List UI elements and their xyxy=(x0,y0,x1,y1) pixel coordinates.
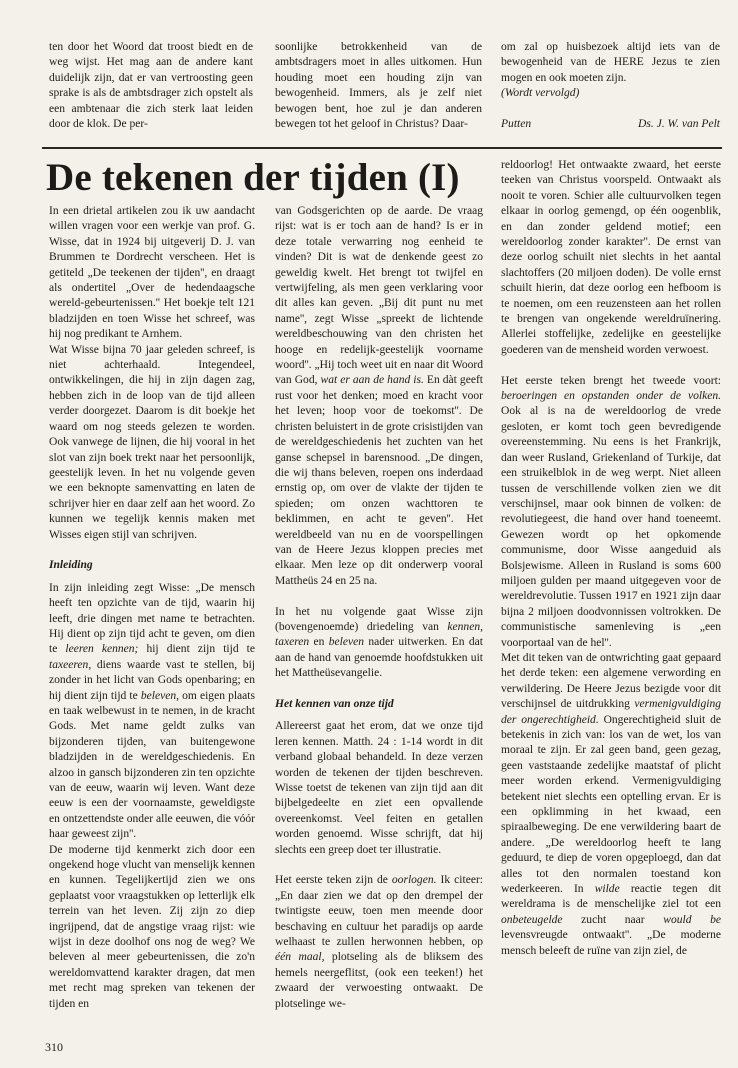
paragraph: Wat Wisse bijna 70 jaar geleden schreef, is niet achterhaald. Integendeel, ontwikkelingen, die hij in zijn dagen zag, hebben zich in de loop van de tijd alleen verder doorgezet. Daarom is dit boekje het waard om nog steeds gelezen te worden. Ook vanwege de lijnen, die hij vooral in het slot van zijn boek trekt naar het persoonlijk, geestelijk leven. In het nu volgende geven we een beknopte samenvatting en laten de schrijver hier en daar zelf aan het woord. Zo kunnen we tegelijk kennis maken met Wisses eigen stijl van schrijven. xyxy=(49,343,255,541)
top-column-3 xyxy=(501,40,720,132)
paragraph: van Godsgerichten op de aarde. De vraag rijst: wat is er toch aan de hand? Is er in deze totale verwarring nog eenheid te vinden? Dit is wat de denkende geest zo geweldig kwelt. Het brengt tot twijfel en vertwijfeling, als men geen verklaring voor dit alles kan geven. „Bij dit punt nu met name'', zegt Wisse „spreekt de lichtende wereldbeschouwing van den christen het hooge en redelijk-geestelijk voorname woord''. „Hij toch weet uit en naar dit Woord van God, wat er aan de hand is. En dàt geeft rust voor het denken; moed en kracht voor het leven; hoop voor de toekomst''. De christen beluistert in de grote crisistijden van de wereldgeschiedenis het zuchten van het ganse schepsel in barensnood. „De dingen, die wij thans beleven, roepen ons inderdaad ernstig op, om over de vlakte der tijden te spieden; om onzen wachttoren te beklimmen, en acht te geven''. Het wereldbeeld van nu en de voorspellingen van de Heere Jezus kloppen precies met elkaar. Men leze op dit onderwerp vooral Mattheüs 24 en 25 na. xyxy=(275,205,484,587)
article-title: De tekenen der tijden (I) xyxy=(46,156,460,199)
article-column-2 xyxy=(275,204,483,1012)
byline-author: Ds. J. W. van Pelt xyxy=(638,118,720,131)
top-column-2 xyxy=(275,40,482,132)
top-paragraph: ten door het Woord dat troost biedt en de weg wijst. Het mag aan de andere kant duidelijk zijn, dat er van vertroosting geen sprake is als de ambtsdrager zich opstelt als een ambtenaar die zich sterk laat leiden door de klok. De per- xyxy=(49,41,253,131)
article-column-3 xyxy=(501,158,721,959)
paragraph: reldoorlog! Het ontwaakte zwaard, het eerste teeken van Christus voorspeld. Ontwaakt als nooit te voren. Schier alle cultuurvolken tegen elkaar in oorlog gemengd, op één oogenblik, en dan zonder geldend motief; een wereldoorlog zonder karakter''. De ernst van deze oorlog schuilt niet slechts in het aantal slachtoffers (20 miljoen doden). De volle ernst schuilt hierin, dat deze oorlog een hefboom is te noemen, om een reuzensteen aan het rollen te brengen van ongekende wereldruïnering. Allerlei stoffelijke, zedelijke en geestelijke goederen van de mensheid worden verwoest. xyxy=(501,159,721,356)
paragraph: Allereerst gaat het erom, dat we onze tijd leren kennen. Matth. 24 : 1-14 wordt in dit verband globaal behandeld. In deze verzen worden de tekenen der tijden beschreven. Wisse toetst de tekenen van zijn tijd aan dit bijbelgedeelte en ziet een opvallende overeenkomst. Veel feiten en getallen worden genoemd. Wisse schrijft, dat hij slechts een greep doet ter illustratie. xyxy=(275,720,483,856)
paragraph: In zijn inleiding zegt Wisse: „De mensch heeft ten opzichte van de tijd, waarin hij leeft, drie dingen met name te betrachten. Hij dient op zijn tijd acht te geven, om dien te leeren kennen; hij dient zijn tijd te taxeeren, diens waarde vast te stellen, bij zonder in het licht van Gods openbaring; en hij dient zijn tijd te beleven, om eigen plaats en taak welbewust in te nemen, in de kracht Gods. Met name geldt zulks van bijzonderen tijden, van buitengewone bladzijden in de wereldgeschiedenis. En alzoo in gansch bijzonderen zin ten opzichte van de eeuw, waarin wij leven. Want deze eeuw is een der voornaamste, geweldigste en ontzettendste onder alle eeuwen, die vóór haar geweest zijn''. xyxy=(49,581,255,841)
byline-place: Putten xyxy=(501,118,532,131)
continued-note: (Wordt vervolgd) xyxy=(501,87,580,100)
paragraph: Met dit teken van de ontwrichting gaat gepaard het derde teken: een algemene verwording en verwildering. De Heere Jezus bezigde voor dit verschijnsel de uitdrukking vermenigvuldiging der ongerechtigheid. Ongerechtigheid sluit de betekenis in zich van: los van de wet, los van moraal te zijn. Er zal geen band, geen gezag, geen vaststaande zedelijke maatstaf of plicht meer worden erkend. Vermenigvuldiging betekent niet slechts een optelling ervan. Er is een opklimming in het kwaad, een spiraalbeweging. De ene verwildering baart de andere. „De wereldoorlog heeft te lang geduurd, te diep de voren opgeploegd, dan dat alles tot den normalen toestand kon wederkeeren. In wilde reactie tegen dit wereldrama is de menschelijke ziel tot een onbeteugelde zucht naar would be levensvreugde ontwaakt''. „De moderne mensch beleeft de ruïne van zijn ziel, de xyxy=(501,651,721,957)
paragraph: In een drietal artikelen zou ik uw aandacht willen vragen voor een werkje van prof. G. Wisse, dat in 1924 bij uitgeverij D. J. van Brummen te Dordrecht verscheen. Het is getiteld „De teekenen der tijden'', en draagt als ondertitel „Over de hedendaagsche wereld-gebeurtenissen.'' Het boekje telt 121 bladzijden en toen Wisse het schreef, was hij nog predikant te Arnhem. xyxy=(49,205,255,341)
top-paragraph: soonlijke betrokkenheid van de ambtsdragers moet in alles uitkomen. Hun houding moet een houding zijn van bewogenheid. Immers, als je zelf niet bewogen bent, hoe zul je dan anderen bewegen tot het geloof in Christus? Daar- xyxy=(275,41,482,131)
top-column-1 xyxy=(49,40,253,132)
paragraph: Het eerste teken brengt het tweede voort: beroeringen en opstanden onder de volken. Ook al is na de wereldoorlog de vrede gesloten, er komt toch geen bevredigende overeenstemming. Nu eens is het Frankrijk, dan weer Rusland, Griekenland of Turkije, dat een struikelblok in de weg werpt. Niet alleen tussen de verschillende volken zien we dit verschijnsel, maar ook binnen de volken: de revolutiegeest, die hand over hand toeneemt. Gewezen wordt op het opkomende communisme, door Wisse aangeduid als Bolsjewisme. Alleen in Rusland is soms 600 miljoen gulden per maand uitgegeven voor de wereldrevolutie. Tussen 1917 en 1921 zijn daar bijna 2 miljoen doodvonnissen voltrokken. De communistische samenleving is „een voorportaal van de hel''. xyxy=(501,374,721,649)
article-column-1 xyxy=(49,204,255,1012)
section-heading: Het kennen van onze tijd xyxy=(275,697,394,710)
paragraph: In het nu volgende gaat Wisse zijn (bovengenoemde) driedeling van kennen, taxeren en beleven nader uitwerken. En dat aan de hand van genoemde hoofdstukken uit het Mattheüsevangelie. xyxy=(275,605,483,680)
divider-rule xyxy=(42,147,722,149)
page-number: 310 xyxy=(45,1040,63,1054)
paragraph: De moderne tijd kenmerkt zich door een ongekend hoge vlucht van menselijk kennen en kunnen. Tegelijkertijd zien we ons geplaatst voor vraagstukken op letterlijk elk terrein van het leven. Zij zijn zo diep ingrijpend, dat de angstige vraag rijst: wie wijst in deze doolhof ons nog de weg? We beleven al meer gebeurtenissen, die zo'n wereldomvattend karakter dragen, dat men met recht mag spreken van tekenen der tijden en xyxy=(49,843,255,1010)
byline xyxy=(501,117,720,132)
top-paragraph: om zal op huisbezoek altijd iets van de bewogenheid van de HERE Jezus te zien mogen en ook moeten zijn. (Wordt vervolgd) xyxy=(501,41,720,100)
paragraph: Het eerste teken zijn de oorlogen. Ik citeer: „En daar zien we dat op den drempel der twintigste eeuw, toen men meende door beschaving en cultuur het paradijs op aarde welhaast te zullen herwonnen hebben, op één maal, plotseling als de bliksem des hemels neergeflitst, (ook een teeken!) het zwaard der verwoesting ontwaakt. De plotselinge we- xyxy=(275,874,483,1010)
section-heading: Inleiding xyxy=(49,559,93,572)
